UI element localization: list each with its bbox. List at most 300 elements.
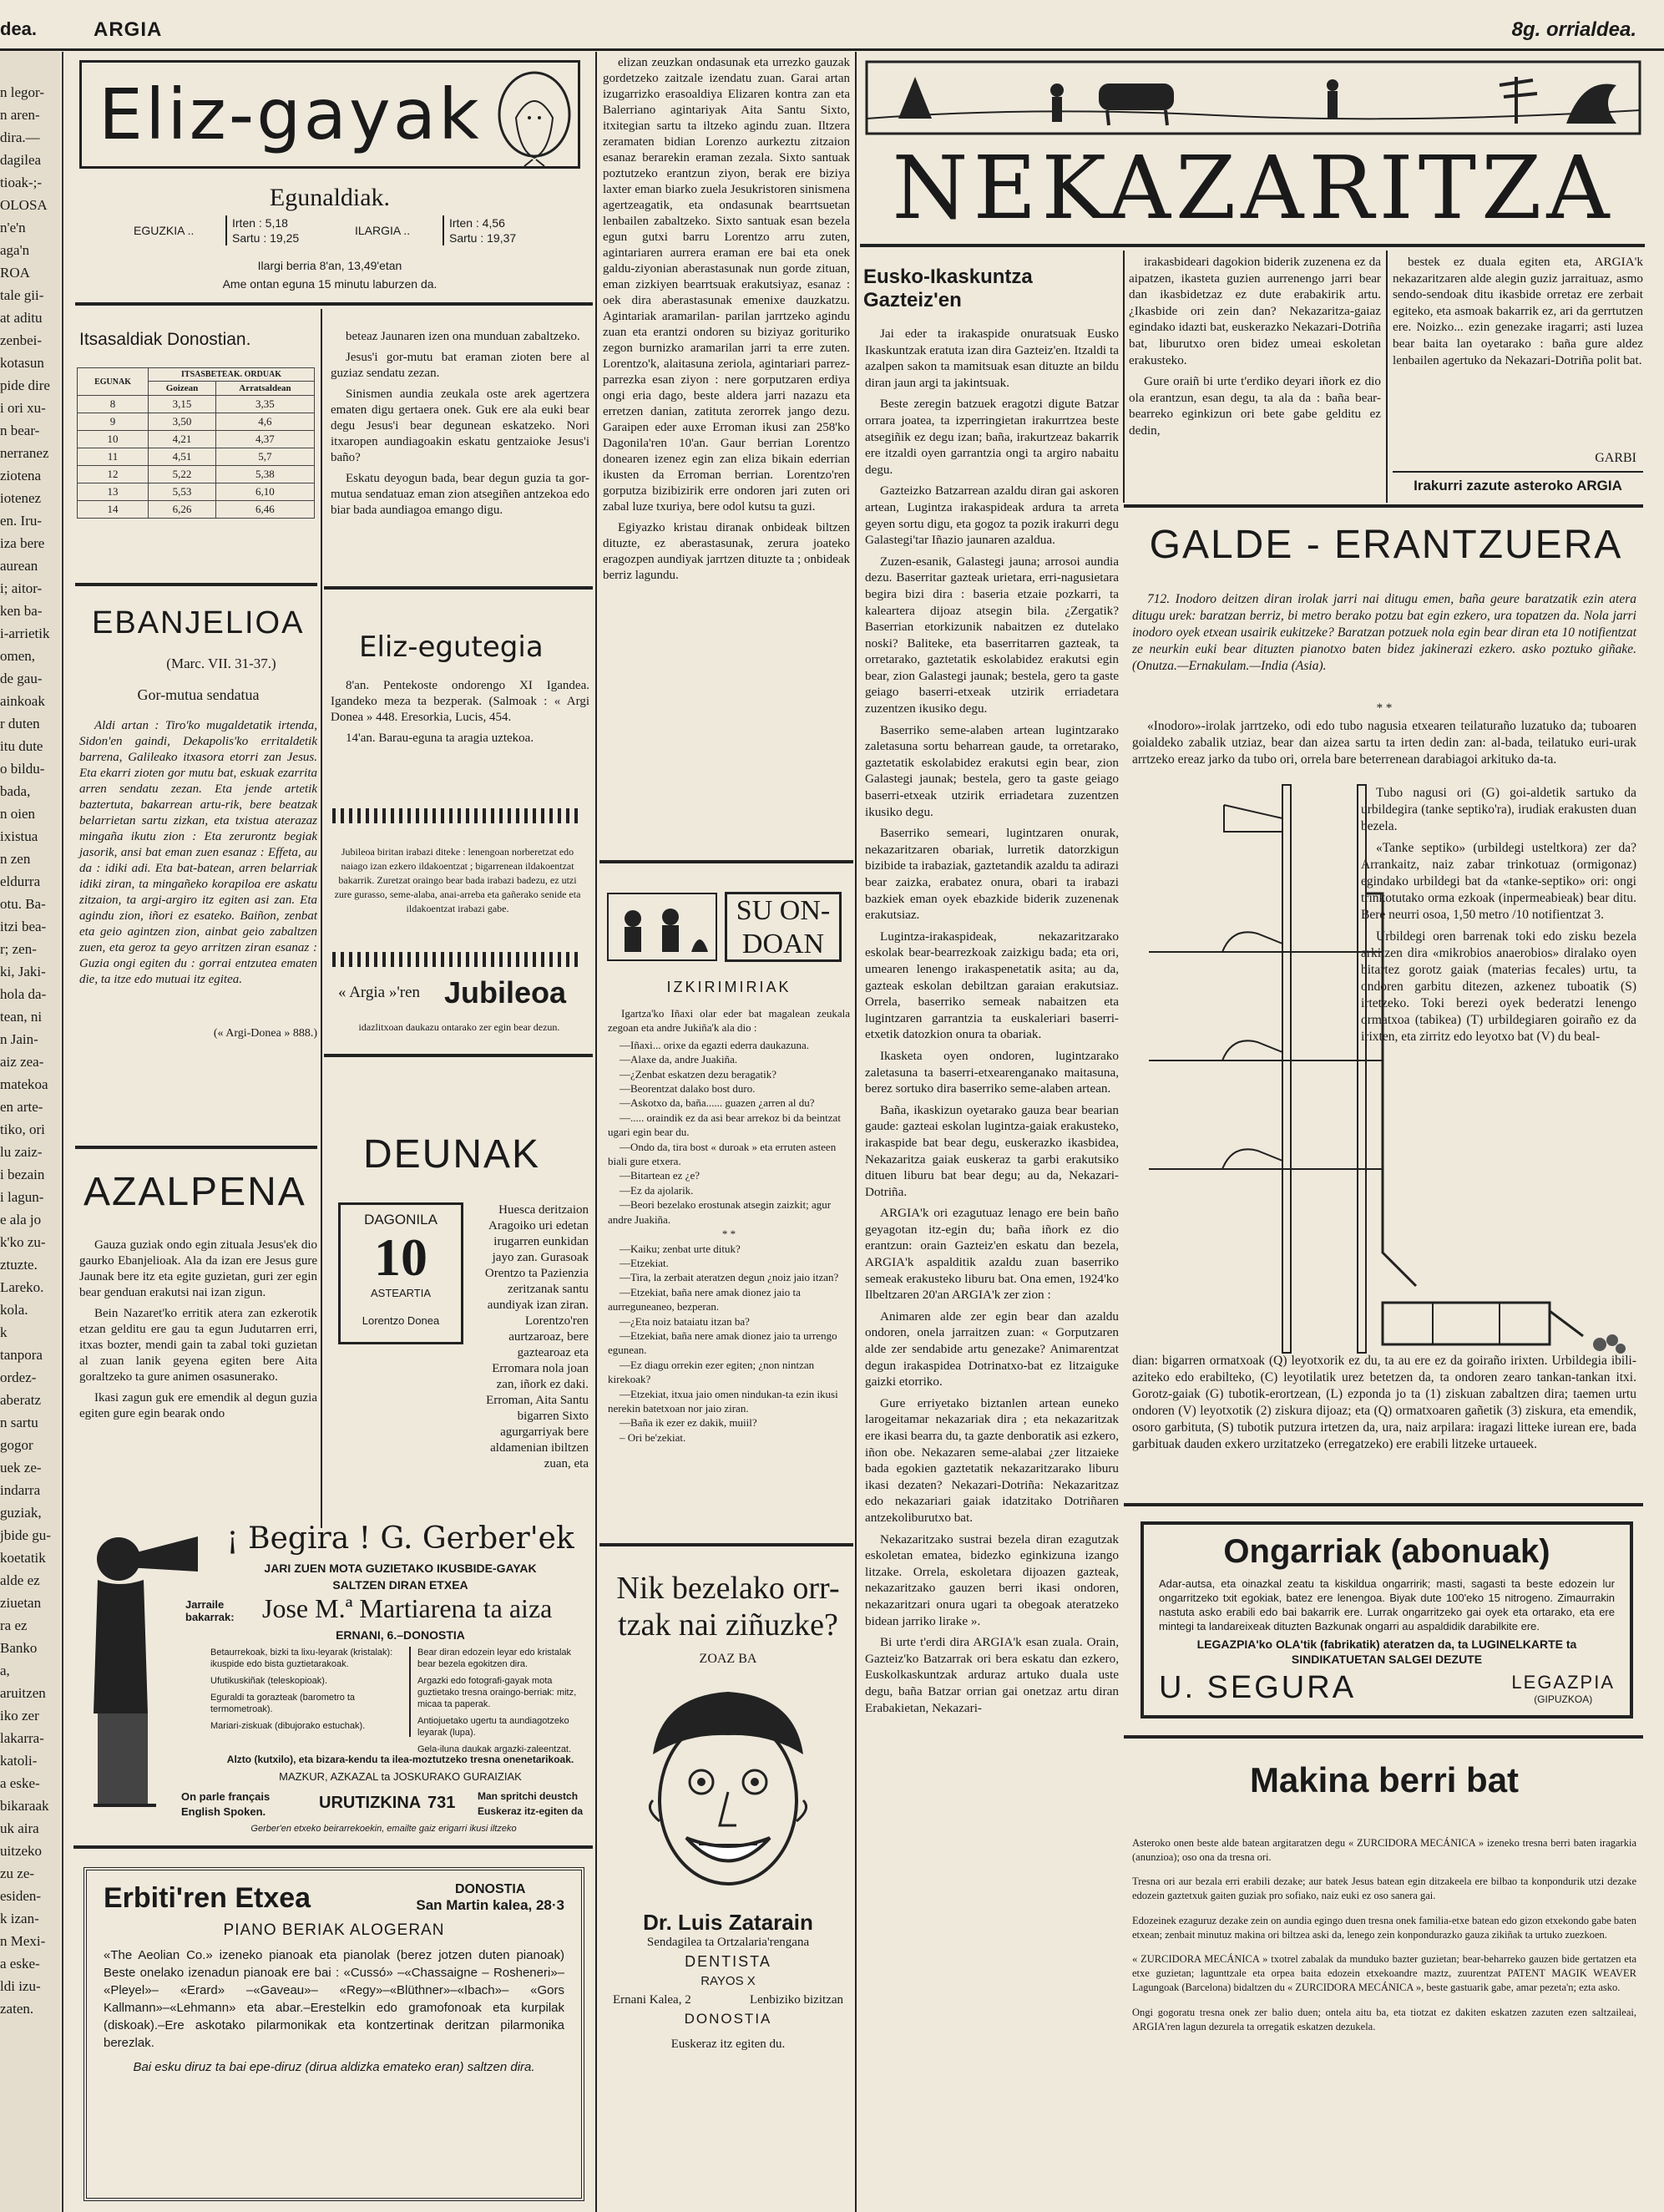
galde-answer2: Tubo nagusi ori (G) goi-aldetik sartuko da urbildegira (tanke septiko'ra), irudiak erakusten duan bezela. [1361, 786, 1636, 833]
deunak-date-box [338, 1202, 463, 1344]
right-rule-2 [1124, 1503, 1643, 1506]
eliz-egutegia-body [331, 678, 589, 747]
praying-figure-icon [491, 68, 578, 166]
su-ondoan-intro: Igartza'ko Iñaxi olar eder bat magalean zeukala zegoan eta andre Jukiña'k ala dio : [608, 1007, 850, 1035]
gerber-sub2: SALTZEN DIRAN ETXEA [332, 1578, 468, 1592]
ongarriak-ad [1141, 1521, 1633, 1718]
left-strip-line: aga'n [0, 242, 30, 258]
galde-answer-bottom [1132, 1353, 1636, 1495]
eliz-egutegia-title: Eliz-egutegia [359, 630, 544, 664]
zatarain-ad [603, 1553, 853, 2204]
zatarain-rayos: RAYOS X [700, 1974, 756, 1988]
eliz-gayak-banner [79, 60, 580, 169]
header-rule [0, 48, 1664, 51]
left-strip-line: ra ez [0, 1617, 28, 1633]
makina-paragraph: « ZURCIDORA MECÁNICA » txotrel zabalak da munduko bazter guzietan; bear-beharreko gauzen bide gertatzen eta etxe guzietan; lagunttzale eta orpea baita edozein etxekoandre maztz, zuurentzat PATENT MAGIK WEAVER Lagungoak (Barcelona) bidaltzen du « ZURCIDORA MECÁNICA », beste gastuarik gabe, amar pezeta'n; ezta asko. [1132, 1953, 1636, 1993]
table-cell: 4,21 [149, 431, 216, 448]
ad-item: Eguraldi ta gorazteak (barometro ta termometroak). [210, 1693, 356, 1714]
deunak-weekday: ASTEARTIA [370, 1287, 431, 1299]
left-strip-line: n'e'n [0, 220, 26, 235]
gerber-ad [77, 1521, 590, 1839]
left-strip-line: bikaraak [0, 1798, 49, 1814]
eliz-gayak-title: Eliz-gayak [99, 73, 482, 155]
col-goizean: Goizean [149, 382, 216, 396]
left-strip-rule [62, 52, 63, 2212]
mid-rule-2 [324, 1054, 593, 1057]
dialogue-line: —¿Eta noiz bataiatu itzan ba? [620, 1314, 750, 1328]
left-strip-line: kotasun [0, 355, 44, 371]
dialogue-line: —Ez diagu orrekin ezer egiten; ¿non nintzan kirekoak? [608, 1358, 815, 1386]
deunak-saint: Lorentzo Donea [362, 1314, 440, 1327]
gerber-lang-fr: On parle français [181, 1790, 271, 1803]
smiling-man-icon [628, 1675, 828, 1901]
col-rule-5 [1386, 251, 1388, 503]
argia-banner: Irakurri zazute asteroko ARGIA [1414, 478, 1622, 494]
eguzkia-sartu: Sartu : 19,25 [232, 231, 300, 245]
zatarain-addr2: Lenbiziko bizitzan [749, 1993, 843, 2007]
mid-paragraph: Sinismen aundia zeukala oste arek agertzera ematen digu gertaera onek. Guk ere ala euki bear degu Jesus'i bear degunean eskatzeko. Nori itxaropen aundiagoakin eskatu gentzaioke Jesus'i baño? [331, 387, 589, 464]
table-cell: 4,37 [215, 431, 314, 448]
left-strip-line: gogor [0, 1437, 33, 1453]
left-strip-line: indarra [0, 1482, 41, 1498]
left-strip-line: uitzeko [0, 1843, 43, 1859]
ebanjelioa-text [79, 718, 317, 1023]
ilargia-irten: Irten : 4,56 [449, 216, 505, 230]
table-cell: 6,10 [215, 483, 314, 501]
left-strip-line: at aditu [0, 310, 43, 326]
dialogue-line: —Etzekiat, baña nere amak dionez jaio ta aurreguneaneo, bezperan. [608, 1285, 801, 1314]
article-paragraph: Gure erriyetako biztanlen artean euneko larogeitamar nekazariak dira ; eta nekazaritzak ere ikasi bearra du, ta gazte denboratik asi ezkero, iñon obe. Nekazaren seme-alabai ¿zer litzaieke bada egokien gaztetatik nekazaritzarako liburu ikasi dezaten? Nekazari-Dotriña: Nekazaritzaz edo nekazariari gaiak idatzitako Dotriñaren antzekoliburutxo bat. [865, 1395, 1119, 1525]
dialogue-line: —Ez da ajolarik. [620, 1183, 694, 1197]
table-cell: 8 [78, 396, 149, 413]
dialogue-line: —Alaxe da, andre Juakiña. [620, 1053, 738, 1066]
itsasaldiak-table [77, 367, 315, 519]
deunak-paragraph: elizan zeuzkan ondasunak eta urrezko gauzak gordetzeko zaitzale izendatu zuan. Garai artan izugarrizko erasoaldiya Elizaren kontra zan eta Balerriano agintariyak Aita Santu Sixto, itxitegian sartu ta iltzeko agindu zuan. Iltzera zeramaten bidian Lorenzo aurkeztu zitzaion esanaz berarekin eraman zezala. Sixto santuak poztutzeko erantzun ziyon, berak ere biziya laxter eman biarko zuela Jesukristoren sinismena agertzeagatik, eta ondasunak bearrtsuetan lenbailen zabaltzeko. Sixto santuak esan bezela egun gutxi barru Lorentzo arru zuten, agintariaren aurrera eraman ere bai eta onek galdu-ziyonian aberastasunak nun gorde zituan, eman zizkiyen bearrtsuak erakutsiyaz, esanaz : oek dira aberastasunak emenixe dauzkatzu. Agintariak aramarilan- parilan jarrtzeko agindu zuan eta erantzi ondoren su biziyaz gorituriko zegon burnizko aramarilan jarri ta erre zuten. Lorentzo'k, alaitasuna zeriola, agintariari parrez-parrezka esan ziyon : nere gorputzaren erdiya ongi eria dago, beste aldera jarri nazazu eta erretzen danian, zatituta zerorrek jango dezu. Garaipen eder auxe Erroman ikusi zan 258'ko Dagonila'ren 10'an. Gaur berrian Lorentzo donearen izenez egin zan eliza bikain ederrian ikusten da Erroman berrian. Lorentzo'ren gorputza bizibizirik erre ondoren jari zuten ori zabal luze txuriya, bere odol kutsu ta guzi. [603, 56, 850, 514]
dialogue-line: —Beori bezelako erostunak atsegin zaizkit; agur andre Juakiña. [608, 1198, 832, 1226]
left-strip-line: k izan- [0, 1911, 39, 1926]
nekazaritza-title: NEKAZARITZA [892, 137, 1615, 239]
col-group: ITSASBETEAK. ORDUAK [149, 368, 315, 382]
left-strip-line: jbide gu- [0, 1527, 51, 1543]
jubileoa-sub: idazlitxoan daukazu ontarako zer egin bear dezun. [358, 1021, 560, 1033]
erbiti-address: San Martin kalea, 28·3 [416, 1897, 564, 1913]
makina-paragraph: Tresna ori aur bezala erri erabili dezake; aur batek Jesus batean egin ditzakeela ere bilbao ta konpondurik utzi dezake edozein gaztetxuk gaiten guziak pro sofiako, naiz euki ez oso sanera gai. [1132, 1875, 1636, 1901]
zatarain-desc: Sendagilea ta Ortzalaria'rengana [646, 1936, 810, 1949]
left-strip-line: bada, [0, 783, 31, 799]
dialogue-line: —Iñaxi... orixe da egazti ederra daukazuna. [620, 1038, 810, 1051]
dialogue-line: —Bitartean ez ¿e? [620, 1169, 700, 1182]
dialogue-line: —Baña ik ezer ez dakik, muiil? [620, 1416, 757, 1430]
left-strip-line: ziuetan [0, 1595, 42, 1611]
col3-rule-1 [599, 860, 853, 863]
left-strip-line: de gau- [0, 671, 43, 686]
deunak-side-body: Huesca deritzaion Aragoiko uri edetan irugarren eunkidan jayo zan. Gurasoak Orentzo ta Pazienzia zeritzanak santu aundiyak izan ziran. Lorentzo'ren aurtzaroaz, bere gaztearoaz eta Erromara nola joan zan, iñork ez daki. Erroman, Aita Santu bigarren Sixto agurgarriyak bere aldamenian ibiltzen zuan, eta [484, 1203, 589, 1470]
itsasaldiak-rule [75, 583, 317, 586]
ad-item: Antiojuetako ugertu ta aundiagotzeko leyarak (lupa). [417, 1716, 569, 1738]
dialogue-line: —Askotxo da, baña...... guazen ¿arren al du? [620, 1096, 815, 1110]
left-strip-line: k'ko zu- [0, 1234, 46, 1250]
mid-paragraph: Jesus'i gor-mutu bat eraman zioten bere al guziaz sendatu zezan. [331, 351, 589, 380]
gerber-phone-label: URUTIZKINA [319, 1794, 422, 1812]
left-strip-line: a eske- [0, 1956, 40, 1972]
dialogue-line: * * [721, 1227, 736, 1241]
ilargia-sartu: Sartu : 19,37 [449, 231, 517, 245]
left-strip-line: uek ze- [0, 1460, 42, 1476]
left-strip-line: dagilea [0, 152, 42, 168]
left-strip-line: tioak-;- [0, 175, 43, 190]
article-paragraph: Zuzen-esanik, Galastegi jauna; arrosoi aundia dezu. Baserritar gazteak urietara, erri-nagusietara begira bizi dira : baseria etzaie pozkarri, ta kaleartera dijoaz atsegin bila. ¿Zergatik? Baserrian etorkizunik nabaitzen ez dutelako noski? Baliteke, eta baserritarren gazteak, ta orretarako, gaztetatik eskolabidez erakutsi egin bear, zion Galastegi jaunak; bestela, gero ta gaste geiago baserri-etxeak utzirik erriadetara zuzentzen ikusiko degu. [865, 554, 1119, 716]
left-strip-line: n oien [0, 806, 36, 822]
article-paragraph: Lugintza-irakaspideak, nekazaritzarako eskolak bear-bearrezkoak zaizkigu bada; eta ori, umearen lenengo irakaspenetatik asita; au da, gazteak eskolan debiltzan garaian erakutsiaz. Orrela, baserriko semeak nabaitzen eta lugintzaren garrantzia ta euskaleriari baserri-etxetik datozkion onura ta obariak. [865, 929, 1119, 1042]
dialogue-line: —Kaiku; zenbat urte dituk? [620, 1242, 741, 1255]
eliz-egutegia-text [331, 678, 589, 795]
left-strip-line: ki, Jaki- [0, 964, 46, 979]
table-row [78, 396, 315, 413]
zatarain-zoaz: ZOAZ BA [699, 1652, 757, 1666]
left-strip-line: tanpora [0, 1347, 43, 1363]
table-row [78, 483, 315, 501]
eusko-ikaskuntza-cont2 [1393, 254, 1643, 446]
left-strip-line: n aren- [0, 107, 40, 123]
eusko-ikaskuntza-cont [1129, 254, 1381, 473]
left-strip-line: tean, ni [0, 1009, 43, 1025]
galde-answer4: Urbildegi oren barrenak toki edo zisku bezela arkitzen dira «mikrobios anaerobios» diralako oyen bitartez gorotz gaiak (materias fecales) urtu, ta ondoren garbitu ditezen, azkenez tuboatik (S) irtetzeko. Toki berezi oyek bederatzi lenengo ormatxoa (tabikea) (T) urbildegiaren goiraño ez da irixten, eta zirritz edo leyotxo bat (V) du beal- [1361, 929, 1636, 1044]
left-strip-line: aberatz [0, 1392, 42, 1408]
su-ondoan-title-box [725, 892, 842, 962]
article-signature: GARBI [1595, 451, 1636, 465]
gerber-sub1: JARI ZUEN MOTA GUZIETAKO IKUSBIDE-GAYAK [264, 1562, 537, 1575]
gerber-phone: 731 [427, 1794, 456, 1812]
table-cell: 4,51 [149, 448, 216, 466]
col-egunak: EGUNAK [78, 368, 149, 396]
ad-item: Gela-iluna daukak argazki-zaleentzat. [417, 1744, 572, 1754]
mid-text [331, 329, 589, 576]
left-strip-line: Lareko. [0, 1279, 44, 1295]
gerber-line2: MAZKUR, AZKAZAL ta JOSKURAKO GURAIZIAK [279, 1770, 522, 1783]
ad-item: Bear diran edozein leyar edo kristalak bear bezela egokitzen dira. [417, 1648, 572, 1669]
left-strip-line: i bezain [0, 1167, 45, 1182]
article-paragraph: Gure oraiñ bi urte t'erdiko deyari iñork ez dio ola erantzun, esan degu, ta ala da : baña bear-bearreko eginkizun ori bete gabe gelditu ez dedin, [1129, 374, 1381, 438]
ilargia-values [443, 215, 551, 245]
makina-title: Makina berri bat [1249, 1760, 1520, 1799]
left-strip-line: lakarra- [0, 1730, 44, 1746]
zatarain-headline1: Nik bezelako orr- [616, 1571, 840, 1606]
deunak-cont [603, 55, 850, 840]
left-strip-line: n sartu [0, 1415, 38, 1430]
left-strip-line: alde ez [0, 1572, 40, 1588]
table-row [78, 448, 315, 466]
ebanjelioa-rule [75, 1146, 317, 1149]
left-strip-line: i lagun- [0, 1189, 44, 1205]
egutegia-paragraph: 8'an. Pentekoste ondorengo XI Igandea. Igandeko meza ta bezperak. (Salmoak : « Argi Donea » 448. Eresorkia, Lucis, 454. [331, 679, 589, 724]
left-strip-line: n Jain- [0, 1031, 38, 1047]
left-strip-line: dira.— [0, 129, 40, 145]
article-body [865, 326, 1119, 1716]
left-strip-line: n legor- [0, 84, 45, 100]
azalpena-body [79, 1238, 317, 1422]
left-strip-line: hola da- [0, 986, 47, 1002]
ebanjelioa-subtitle: Gor-mutua sendatua [137, 686, 260, 703]
article-paragraph: Baserriko semeari, lugintzaren onurak, nekazaritzaren obariak, lurretik datorzkigun bizibide ta irabaziak, gaztetandik azaldu ta adirazi bear zaizka, erabatez onura, obari ta irabazi bazkiek eman oyek ebazkide biderik zuzenenak erakutsiaz. [865, 826, 1120, 923]
itsasaldiak-table-wrap [77, 367, 315, 519]
left-strip-line: Banko [0, 1640, 38, 1656]
col-rule-4 [1123, 251, 1125, 503]
gerber-lang-de1: Man spritchi deustch [478, 1790, 579, 1802]
galde-stars: * * [1376, 701, 1393, 715]
zatarain-city: DONOSTIA [684, 2011, 772, 2027]
left-strip-line: OLOSA [0, 197, 48, 213]
galde-question-body: 712. Inodoro deitzen diran irolak jarri nai ditugu emen, baña geure baratzatik ezin atera ditugu urek: baratzan berriz, bi metro berako potzu bat egin ezkero, ura topatzen da. Nola jarri inodoro oyek etxean usairik eukitzeke? Baratzan potzuek nola egin bear diran eta 10 notifientzat ze neurkin euki bear dituzten pianotxo baten bidez jakinerazi ezkero. asko poztuko giñake. (Onutza.—Ernakulam.—India (Asia). [1132, 592, 1636, 673]
left-strip-line: zaten. [0, 2001, 34, 2017]
table-cell: 5,22 [149, 466, 216, 483]
makina-paragraph: Edozeinek ezaguruz dezake zein on aundia egingo duen tresna onek familia-etxe batean edo gizon etxekondo gabe baten etxean; zenbait minutuz makina ori biltzea aski da, lenego zein konpondurazko gauza zikiñak ta urtuko zuezkoen. [1132, 1914, 1636, 1941]
eguzkia-label: EGUZKIA .. [134, 224, 195, 237]
left-strip-line: ken ba- [0, 603, 43, 619]
table-cell: 11 [78, 448, 149, 466]
zatarain-euskera: Euskeraz itz egiten du. [670, 2037, 786, 2051]
article-paragraph: Beste zeregin batzuek eragotzi digute Batzar orrara joatea, ta izperringietan irakurrtzea beste atsegiñik ez degu izan; baña, irakurtzeaz bakarrik ere itzaldi oyen garrantzia ongi ta argiro nabaitu degu. [865, 397, 1119, 477]
table-row [78, 466, 315, 483]
left-strip-line: en. Iru- [0, 513, 43, 529]
left-strip-line: i ori xu- [0, 400, 46, 416]
galde-question [1132, 591, 1636, 700]
col3-rule-2 [599, 1543, 853, 1546]
erbiti-sub: PIANO BERIAK ALOGERAN [223, 1921, 445, 1939]
jubileoa-word: Jubileoa [444, 975, 567, 1010]
zatarain-addr1: Ernani Kalea, 2 [613, 1993, 691, 2007]
gerber-name: Jose M.ª Martiarena ta aiza [262, 1593, 553, 1623]
deunak-side-text [472, 1202, 589, 1470]
ad-item: Mariari-ziskuak (dibujorako estuchak). [210, 1721, 366, 1731]
article-paragraph: Baserriko seme-alaben artean lugintzarako zaletasuna sortu beharrean gaude, ta orretarako, gaztetatik eskolabidez erakutsi egin bear, zion Galastegi jaunak; bestela, gero ta gaste geiago baserri-etxeak utzirik erriadetara zuzentzen ikusiko degu. [865, 722, 1119, 819]
eusko-ikaskuntza-title: Eusko-Ikaskuntza Gazteiz'en [863, 266, 1033, 311]
egutegia-paragraph: 14'an. Barau-eguna ta aragia uztekoa. [346, 731, 534, 745]
article-paragraph: Jai eder ta irakaspide onuratsuak Eusko Ikaskuntzak eratuta izan dira Gazteiz'en. Itzaldi ta azalpen sakon ta mamitsuak esan dituzte an bildu diran jaun argi ta jakintsuak. [865, 326, 1119, 390]
left-strip-line: nerranez [0, 445, 49, 461]
header-page-label: 8g. orrialdea. [1511, 18, 1636, 41]
left-strip-line: n bear- [0, 423, 40, 438]
col-rule-2 [595, 52, 597, 2212]
dialogue-line: —Ondo da, tira bost « duroak » eta erruten asteen biali gure etxera. [608, 1140, 837, 1168]
article-paragraph: irakasbideari dagokion biderik zuzenena ez da aipatzen, ikasteta guzien aurrenengo jarri bear dan ikasbidetzaz ez dute erabakirik artu. ¿Ikasbide ori zein dan? Nekazaritza-gaiaz egindako idazti bat, euskerazko Nekazari-Dotriña bat, liburutxo oren bidez umeai eskoletan erakusteko. [1129, 255, 1381, 367]
right-rule-1 [1124, 504, 1643, 508]
gerber-footer: Gerber'en etxeko beirarrekoekin, emailte gaiz erigarri ikusi iltzeko [250, 1824, 517, 1834]
table-cell: 5,53 [149, 483, 216, 501]
left-strip-line: zenbei- [0, 332, 43, 348]
erbiti-text: «The Aeolian Co.» izeneko pianoak eta pianolak (berez jotzen duten pianoak) Beste onelako izenadun pianoak ere bai : «Cussó» –«Chassaigne – Rosheneri»– «Pleyel»– «Erard» –«Gaveau»– «Regy»–«Blüthner»–«Ibach»– «Gors Kallmann»–«Lehmann» eta abar.–Erestelkin edo gramofonoak eta kurpilak (diskoak).–Ere askotako pilarmonikak eta kontzertinak deritzan pilarmonika berezlak. [104, 1948, 564, 2050]
deunak-cont-body [603, 55, 850, 584]
ebanjelioa-body: Aldi artan : Tiro'ko mugaldetatik irtenda, Sidon'en gaindi, Dekapolis'ko erritaldetik barrena, Galileako itxasora etorri zan Jesus. Eta ekarri zioten gor mutu bat, eskuak ezarrita arren sendatu zezan. Eta jende artetik baztertuta, bakarrean artu-rik, bere beatzak belarrietan sartu zizkan, eta txistua aterazaz mingaña ikutu zion : Eta zerurontz begiak jasorik, ansi bat eman zuen esanaz : Effeta, au da : idiki adi. Eta bat-batean, arren belarriak idiki ziran, ta mingañeko korapiloa ere askatu zitzaion, ta argi-argiro itz egiten asi zan. Eta agindu zion, iñori ez esateko. Baiñon, zenbat eta geio agintzen zion, ainbat geio zabaltzen zuen, eta geroz ta geyo arritzen ziran esanaz : Guzia ongi egiten du : gorrai entzutea ematen die, ta itze edo mutuai itz egitea. [79, 719, 317, 986]
ongarriak-text: Adar-autsa, eta oinazkal zeatu ta kiskildua ongarririk; masti, sagasti ta beste edozein lur ongarritzeko txit egokiak, batez ere lenengoa. Biyak dute 100'eko 15 nitrogeno. Zimaurrakin nastuta asko erabili edo bai bakarrik ere. Lurrak ongarritzeko gai oyek eta ortarako, eta ere mintegi ta landareixeak dituzten Bazkunak ongarri au aspaldidik darabilkite ere. [1159, 1577, 1615, 1632]
decor-band-2 [332, 952, 583, 967]
left-strip-line: tale gii- [0, 287, 44, 303]
azalpena-paragraph: Gauza guziak ondo egin zituala Jesus'ek dio gaurko Ebanjelioak. Ala da izan ere Jesus gure Jaunak bere itz eta egite guzietan, guri zer egin bear genduan erakutsi nai izan zigun. [79, 1238, 317, 1299]
table-cell: 9 [78, 413, 149, 431]
ilargia-label: ILARGIA .. [355, 224, 411, 237]
zatarain-dentista: DENTISTA [685, 1953, 771, 1970]
table-row [78, 431, 315, 448]
makina-paragraph: Asteroko onen beste alde batean argitaratzen degu « ZURCIDORA MECÁNICA » izeneko tresna berri baten iragarkia (anunzioa); oso ona da tresna ori. [1132, 1836, 1636, 1863]
left-strip-line: o bildu- [0, 761, 45, 777]
nekazaritza-rule [860, 244, 1645, 247]
eguzkia-irten: Irten : 5,18 [232, 216, 288, 230]
left-strip-text [0, 52, 60, 2020]
left-strip-line: i; aitor- [0, 580, 43, 596]
izkirimiriak-title: IZKIRIMIRIAK [666, 979, 792, 995]
mid-paragraph: beteaz Jaunaren izen ona munduan zabaltzeko. [346, 330, 580, 343]
banner-rule-top [1393, 471, 1643, 473]
galde-answer1: «Inodoro»-irolak jarrtzeko, odi edo tubo nagusia etxearen teilaturaño luzatuko da; tuboaren goialdeko zabalik utziaz, bear dan aizea sartu ta irten dedin zan: al-bada, teilatuko euri-urak arrtzeko ereaz jarko da tubo ori, orrela bare beterrenean darabiagoi arkituko da-ta. [1132, 719, 1636, 767]
left-strip-line: pide dire [0, 377, 50, 393]
ad-item: Betaurrekoak, bizki ta lixu-leyarak (kristalak): ikuspide edo bista guztietarakoak. [210, 1648, 393, 1669]
dialogue-line: —Etzekiat, itxua jaio omen nindukan-ta ezin ikusi nerekin batetxoan nor jaio ziran. [608, 1387, 838, 1415]
jubileoa-label: « Argia »'ren [338, 984, 421, 1001]
egunaldiak-rule [75, 302, 593, 306]
deunak-paragraph: Egiyazko kristau diranak onbideak biltzen dituzte, ez aberastasunak, zerura joateko eragozpen aundiyak jarrtzen dituzte ta ; onbideak berriz lagundu. [603, 521, 850, 582]
ad-item: Ufutikuskiñak (teleskopioak). [210, 1676, 328, 1686]
left-strip-line: e ala jo [0, 1212, 42, 1227]
table-cell: 3,15 [149, 396, 216, 413]
left-strip-line: tiko, ori [0, 1121, 45, 1137]
ebanjelioa-source: (« Argi-Donea » 888.) [213, 1027, 317, 1040]
table-cell: 5,7 [215, 448, 314, 466]
left-strip-line: aruitzen [0, 1685, 46, 1701]
makina-paragraph: Ongi gogoratu tresna onek zer balio duen; ontela aitu ba, eta tiotzat ez dakiten eskatzen zazuten ezen saltzaileai, ARGIA'ren lagun dezurela ta orregatik eskatzen dezukela. [1132, 2006, 1636, 2032]
left-strip-line: katoli- [0, 1753, 38, 1769]
left-strip-line: n zen [0, 851, 31, 867]
galde-answer5: dian: bigarren ormatxoak (Q) leyotxorik ez du, ta au ere ez da goiraño irixten. Urbildegia ibili-aziteko edo erabilteko, (C) leyotilatik urez betetzen da, ta ondoren zearo tankan-tankan itxi. Gorotz-gaiak (G) tubotik-erortzean, (L) ezponda jo ta (1) ziskuan zabaltzen dira; taemen urtu ondoren (V) leyotxotik (2) ziskura dijoaz; eta (Q) ormatxoaren gañetik (3) ziskura, eta emendik, osoro garbituta, (S) tubotik putzura irtetzen da, ura, naiz arpilara: iragazi litteke iurean ere, bada garbituak dauden exkero urzitatzeko (erregatzeko) ere erabili litzeke urtaueek. [1132, 1354, 1636, 1451]
table-cell: 3,35 [215, 396, 314, 413]
su-ondoan-lines [608, 1038, 850, 1445]
table-row [78, 501, 315, 519]
left-strip [0, 52, 60, 2212]
azalpena-paragraph: Bein Nazaret'ko erritik atera zan ezkerotik etzan gelditu ere gau ta egun Judutarren erri, itxas bozter, mendi gain ta zabal toki guzietan al zuan lanik geyena egiten bere Aita goraltzeko ta gure animen osasunerako. [79, 1307, 317, 1384]
gerber-items-left [210, 1647, 411, 1737]
left-strip-line: otu. Ba- [0, 896, 46, 912]
left-strip-line: kola. [0, 1302, 28, 1318]
nekazaritza-banner [865, 60, 1641, 237]
makina-text [1132, 1825, 1636, 2205]
left-strip-line: i-arrietik [0, 625, 50, 641]
left-strip-line: aiz zea- [0, 1054, 44, 1070]
article-paragraph: Gazteizko Batzarrean azaldu diran gai askoren artean, Lugintza irakaspideak ardura ta arreta geyen sortu digu, eta gogoz ta pozik irakurri degu Galastegi'tar Iñazio jaunaren azaldua. [865, 483, 1119, 548]
egunaldiak-title: Egunaldiak. [269, 184, 391, 211]
table-cell: 14 [78, 501, 149, 519]
left-strip-line: ixistua [0, 828, 38, 844]
telescope-man-icon [77, 1521, 202, 1822]
ongarriak-title: Ongarriak (abonuak) [1223, 1533, 1550, 1570]
dialogue-line: —..... oraindik ez da asi bear arrekoz bi da beintzat ugari egin bear du. [608, 1111, 841, 1139]
gerber-line1: Alzto (kutxilo), eta bizara-kendu ta ilea-moztutzeko tresna onenetarikoak. [226, 1754, 574, 1765]
su-ondoan-title2: DOAN [741, 929, 825, 959]
table-cell: 3,50 [149, 413, 216, 431]
table-cell: 4,6 [215, 413, 314, 431]
left-strip-line: n Mexi- [0, 1933, 46, 1949]
table-cell: 13 [78, 483, 149, 501]
erbiti-slogan: Bai esku diruz ta bai epe-diruz (dirua aldizka emateko eran) saltzen dira. [133, 2060, 535, 2074]
ongarriak-line2: LEGAZPIA'ko OLA'tik (fabrikatik) ateratzen da, ta LUGINELKARTE ta SINDIKATUETAN SALGEI DEZUTE [1196, 1637, 1577, 1666]
galde-answer3: «Tanke septiko» (urbildegi usteltkora) zer da? Arrankaitz, naiz zabar trinkotuaz (ormigonaz) egindako urbildegi bat da «tanke-septiko» ori: ongi trinkotutako orma ezkoak (inpermeabieak) bear ditu. Bere neurri osoa, 1,50 metro /10 notifientzat 3. [1361, 841, 1636, 922]
jubileoa-notice: Jubileoa biritan irabazi diteke : lenengoan norberetzat edo naiago izan ezkero ildakoentzat ; bigarrenean ildakoentzat bakarrik. Zuretzat oraingo bear bada irabazi badezu, ez utzi zure gurasso, seme-alaba, anai-arreba eta gañerako senide eta ildakoentzat irabazi gabe. [334, 846, 581, 914]
col-arratsaldean: Arratsaldean [215, 382, 314, 396]
left-strip-line: iza bere [0, 535, 45, 551]
eusko-ikaskuntza-text [865, 326, 1119, 2204]
itsasaldiak-title: Itsasaldiak Donostian. [79, 330, 251, 349]
decor-band-1 [332, 808, 583, 823]
article-paragraph: Nekazaritzako sustrai bezela diran ezagutzak eskoletan ematea, bidezko eginkizuna izango litzake. Orrela, eskoletara dijoazen gazteak, nekazaritzako gauzen berri ikasi ondoren, nekazaritzari onura ugari ta obegoak ateratzeko bidean jarriko lirake ». [865, 1531, 1119, 1628]
gerber-headline: ¡ Begira ! G. Gerber'ek [226, 1521, 574, 1556]
table-cell: 10 [78, 431, 149, 448]
left-strip-line: koetatik [0, 1550, 46, 1566]
deunak-day: 10 [374, 1227, 427, 1287]
left-strip-line: ROA [0, 265, 30, 281]
table-cell: 12 [78, 466, 149, 483]
header-paper-name: ARGIA [94, 18, 163, 41]
left-strip-line: iko zer [0, 1708, 39, 1724]
left-strip-line: a eske- [0, 1775, 40, 1791]
left-strip-line: aurean [0, 558, 38, 574]
dialogue-line: —Beorentzat dalako bost duro. [620, 1082, 756, 1096]
azalpena-paragraph: Ikasi zagun guk ere emendik al degun guzia egiten gure egin bearak ondo [79, 1391, 317, 1420]
left-strip-line: r; zen- [0, 941, 37, 957]
left-strip-line: itzi bea- [0, 919, 47, 934]
gerber-place: ERNANI, 6.–DONOSTIA [336, 1628, 465, 1642]
col-rule-3 [855, 52, 857, 2212]
left-strip-line: ziotena [0, 468, 42, 483]
article-cont-body [1129, 254, 1381, 439]
gerber-label-jarrale: Jarraile bakarrak: [185, 1598, 235, 1623]
left-strip-line: omen, [0, 648, 36, 664]
gerber-items-right [417, 1647, 590, 1760]
egunaldiak-note1: Ilargi berria 8'an, 13,49'etan [257, 259, 402, 272]
left-strip-line: k [0, 1324, 8, 1340]
ongarriak-place1: LEGAZPIA [1511, 1671, 1615, 1693]
azalpena-text [79, 1238, 317, 1509]
table-cell: 6,46 [215, 501, 314, 519]
ebanjelioa-title: EBANJELIOA [92, 605, 305, 640]
article-paragraph: bestek ez duala egiten eta, ARGIA'k nekazaritzaren alde alegin guziz jarraituaz, asmo sendo-sendoak ditu ikasbide orretaz ere zerbait egiteko, eta asmoak bakarrik ez, ari da gerrtutzen ere. Noizko... ezin genezake iragarri; asti luzea bear baita lan oyetarako : baña gure aldez lenbailen agertuko da Nekazari-Dotriña polit bat. [1393, 255, 1643, 367]
right-rule-3 [1124, 1735, 1643, 1739]
dialogue-line: —Tira, la zerbait ateratzen degun ¿noiz jaio itzan? [620, 1271, 839, 1284]
article-paragraph: Baña, ikaskizun oyetarako gauza bear bearian gaude: gazteai eskolan lugintza-gaiak erakusteko, irakaspide bat bear degu, euskerazko ikasbidea, Nekazaritza gaiak euskeraz ta garbi erakutsiko dituen liburu bat bear degu; au da, Nekazari-Dotriña. [865, 1102, 1119, 1199]
table-cell: 5,38 [215, 466, 314, 483]
erbiti-name: Erbiti'ren Etxea [104, 1882, 311, 1914]
zatarain-name: Dr. Luis Zatarain [643, 1910, 813, 1935]
galde-erantzuera-title: GALDE - ERANTZUERA [1149, 523, 1623, 567]
deunak-title: DEUNAK [363, 1132, 541, 1177]
article-paragraph: Animaren alde zer egin bear dan azaldu ondoren, onela jarraitzen zuan: « Gorputzaren alde zer sendabide artu genezake? Animarentzat degun irakaspidea Dotrinatxo-bat ez litzaiguke gaizki etorriko. [865, 1308, 1119, 1389]
left-strip-line: ainkoak [0, 693, 45, 709]
farm-scene-icon [865, 60, 1641, 135]
left-strip-line: r duten [0, 716, 40, 731]
mid-paragraph: Eskatu deyogun bada, bear degun guzia ta gor-mutua sendatuaz eman zion atsegiñen antzekoa edo biar bada aundiagoa emango digu. [331, 472, 589, 517]
zatarain-headline2: tzak nai ziñuzke? [618, 1607, 838, 1643]
article-paragraph: Ikasketa oyen ondoren, lugintzarako zaletasuna ta baserri-etxearenganako maitasuna, berez sortuko dira baserriko seme-alaben artean. [865, 1048, 1119, 1096]
egunaldiak-note2: Ame ontan eguna 15 minutu laburzen da. [222, 277, 437, 291]
mid-rule-1 [324, 586, 593, 590]
left-strip-line: ordez- [0, 1369, 37, 1385]
su-ondoan-header [608, 885, 850, 969]
erbiti-ad [83, 1867, 584, 2201]
left-strip-line: uk aira [0, 1820, 39, 1836]
left-strip-line: esiden- [0, 1888, 42, 1904]
erbiti-city: DONOSTIA [454, 1882, 526, 1896]
deunak-month: DAGONILA [364, 1212, 437, 1227]
article-paragraph: ARGIA'k ori ezagutuaz lenago ere bein baño geyagotan itz-egin du; baña iñork ez dio erantzun: orain Gazteiz'en eskatu dan bezela, ARGIA'k aspalditik azaldu zuan baserriko semeak erakusteko liburu bat. Ona emen, 1924'ko Ilbeltzaren 20'an ARGIA'k zer zion : [865, 1206, 1119, 1303]
dialogue-line: —Etzekiat. [620, 1256, 669, 1269]
mid-text-body [331, 329, 589, 519]
eguzkia-values [225, 215, 334, 245]
